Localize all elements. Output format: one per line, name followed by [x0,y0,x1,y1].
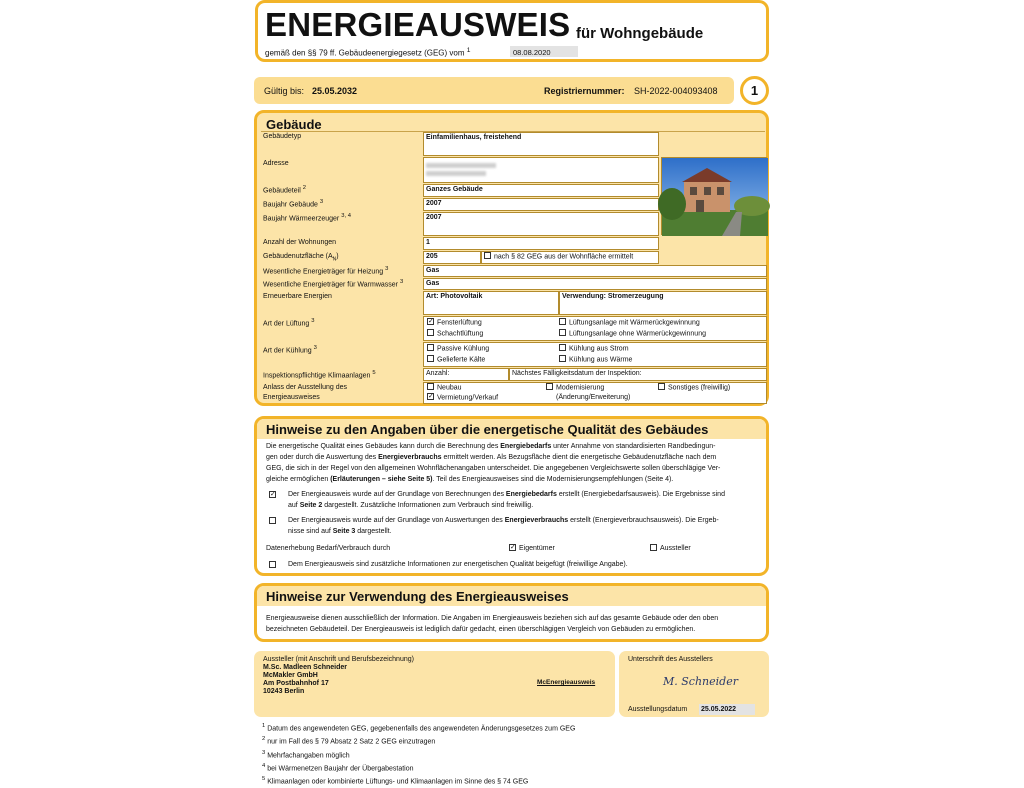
consumption-certificate-checkbox[interactable] [269,517,276,524]
ventilation-with-recovery-checkbox[interactable] [559,318,566,325]
renewable-type: Art: Photovoltaik [423,291,559,315]
units-value: 1 [423,237,659,250]
building-photo [661,157,767,235]
data-survey-label: Datenerhebung Bedarf/Verbrauch durch [266,545,391,552]
heater-year-value: 2007 [423,212,659,236]
cooling-option-passive[interactable]: Passive Kühlung [427,345,489,352]
page-number: 1 [740,76,769,105]
ventilation-option-with-recovery[interactable]: Lüftungsanlage mit Wärmerückgewinnung [559,319,700,326]
usage-section-title: Hinweise zur Verwendung des Energieausweises [266,589,569,604]
document-subtitle: für Wohngebäude [576,25,704,42]
floor-area-checkbox[interactable] [484,252,491,259]
valid-until-date: 25.05.2032 [312,86,358,96]
survey-issuer-option[interactable]: Aussteller [650,543,691,554]
issuer-box [254,651,615,717]
ventilation-option-shaft[interactable]: Schachtlüftung [427,330,483,337]
reason-option-modernisation[interactable]: Modernisierung [546,384,604,391]
building-section [254,110,769,406]
address-value [423,157,659,183]
survey-owner-checkbox[interactable]: ✓ [510,543,516,551]
reason-option-rent-sale[interactable]: ✓ Vermietung/Verkauf [428,393,499,402]
building-part-value: Ganzes Gebäude [423,184,659,197]
footnote-item: $^4$ bei Wärmenetzen Baujahr der Übergabestation [262,762,414,773]
issuer-city: 10243 Berlin [263,688,305,695]
issue-reason-label-2: Energieausweises [263,394,320,401]
building-section-title: Gebäude [266,117,322,132]
document-title: ENERGIEAUSWEIS [265,6,571,43]
certificate-header [255,0,769,62]
registration-number: SH-2022-004093408 [634,86,718,96]
address-label: Adresse [263,160,289,167]
ac-count: Anzahl: [423,368,509,381]
signature-box [619,651,769,717]
extra-info-text: Dem Energieausweis sind zusätzliche Informationen zur energetischen Qualität beigefügt (freiwillige Angabe). [288,561,628,568]
units-label: Anzahl der Wohnungen [263,239,337,246]
heating-energy-label: Wesentliche Energieträger für Heizung $^3$ [263,266,389,276]
issuer-stamp-logo: McEnergieausweis [537,679,596,686]
cooling-heat-checkbox[interactable] [559,355,566,362]
floor-area-label: Gebäudenutzfläche $(A_N)$ [263,253,339,263]
notes-intro: Die energetische Qualität eines Gebäudes kann durch die Berechnung des Energiebedarfs unter Annahme von standardisierten Randbedingun- gen oder durch die Auswertung des Energieverbrauchs ermittelt werden. Als Bezugsfläche dient die energetische Gebäudenutzfläche nach dem GEG, die sich in der Regel von den allgemeinen Wohnflächenangaben unterscheidet. Die angegebenen Vergleichswerte sollen überschlägige Ver- gleiche ermöglichen (Erläuterungen – siehe Seite 5). Teil des Energieausweises sind die Modernisierungsempfehlungen (Seite 4). [266,443,721,483]
renewable-label: Erneuerbare Energien [263,293,332,300]
usage-text: Energieausweise dienen ausschließlich der Information. Die Angaben im Energieausweis beziehen sich auf das gesamte Gebäude oder den oben bezeichneten Gebäudeteil. Der Energieausweis ist lediglich dafür gedacht, einen überschlägigen Vergleich von Gebäuden zu ermöglichen. [266,615,719,633]
footnote-item: $^3$ Mehrfachangaben möglich [262,749,350,759]
footnote-item: $^2$ nur im Fall des § 79 Absatz 2 Satz 2 GEG einzutragen [262,736,436,746]
hot-water-energy-label: Wesentliche Energieträger für Warmwasser $^3$ [263,279,404,289]
floor-area-value: 205 [423,251,481,264]
ventilation-options [423,316,767,341]
law-date: 08.08.2020 [510,46,578,57]
building-part-label: Gebäudeteil $^2$ [263,185,306,195]
extra-info-checkbox[interactable] [269,561,276,568]
issuer-company: McMakler GmbH [263,672,318,679]
demand-certificate-checkbox[interactable]: ✓ [270,491,276,498]
ventilation-label: Art der Lüftung $^3$ [263,318,315,328]
footnote-item: $^5$ Klimaanlagen oder kombinierte Lüftungs- und Klimaanlagen im Sinne des § 74 GEG [262,776,529,786]
consumption-certificate-text: Der Energieausweis wurde auf der Grundlage von Auswertungen des Energieverbrauchs erstellt (Energieverbrauchsausweis). Die Ergeb- nisse sind auf Seite 3 dargestellt. [288,517,719,535]
heating-energy-value: Gas [423,265,767,277]
cooling-option-electric[interactable]: Kühlung aus Strom [559,345,629,352]
survey-issuer-checkbox[interactable] [650,544,657,551]
ventilation-option-without-recovery[interactable]: Lüftungsanlage ohne Wärmerückgewinnung [559,330,706,337]
notes-section-title: Hinweise zu den Angaben über die energetische Qualität des Gebäudes [266,422,709,437]
heater-year-label: Baujahr Wärmeerzeuger $^{3, 4}$ [263,213,351,223]
issue-reason-label-1: Anlass der Ausstellung des [263,384,348,391]
usage-section [254,583,769,642]
reason-option-new[interactable]: Neubau [427,384,462,391]
reason-option-modernisation-detail: (Änderung/Erweiterung) [556,394,631,401]
building-type-label: Gebäudetyp [263,133,302,140]
renewable-use: Verwendung: Stromerzeugung [559,291,767,315]
issue-date-label: Ausstellungsdatum [628,706,688,713]
ventilation-option-window[interactable]: ✓ Fensterlüftung [428,318,482,327]
demand-certificate-text: Der Energieausweis wurde auf der Grundlage von Berechnungen des Energiebedarfs erstellt (Energiebedarfsausweis). Die Ergebnisse sind auf Seite 2 dargestellt. Zusätzliche Informationen zum Verbrauch sind freiwillig. [288,491,725,509]
handwritten-signature: M. Schneider [663,675,738,688]
cooling-options [423,342,767,367]
reason-modernisation-checkbox[interactable] [546,383,553,390]
ventilation-shaft-checkbox[interactable] [427,329,434,336]
ventilation-window-checkbox[interactable]: ✓ [428,318,434,325]
cooling-electric-checkbox[interactable] [559,344,566,351]
ventilation-without-recovery-checkbox[interactable] [559,329,566,336]
issuer-street: Am Postbahnhof 17 [263,680,329,687]
registration-label: Registriernummer: [544,86,625,96]
cooling-passive-checkbox[interactable] [427,344,434,351]
hot-water-energy-value: Gas [423,278,767,290]
construction-year-value: 2007 [423,198,659,211]
footnotes [262,721,575,788]
signature-label: Unterschrift des Ausstellers [628,656,713,663]
reason-other-checkbox[interactable] [658,383,665,390]
issuer-label: Aussteller (mit Anschrift und Berufsbezeichnung) [263,656,414,663]
footnote-item: $^1$ Datum des angewendeten GEG, gegebenenfalls des angewendeten Änderungsgesetzes zum GEG [262,723,576,733]
validity-bar [254,77,734,104]
reason-option-other[interactable]: Sonstiges (freiwillig) [658,384,730,391]
building-type-value: Einfamilienhaus, freistehend [423,132,659,156]
construction-year-label: Baujahr Gebäude $^3$ [263,199,324,209]
cooling-label: Art der Kühlung $^3$ [263,345,317,355]
issue-date-value: 25.05.2022 [699,704,755,715]
issuer-name: M.Sc. Madleen Schneider [263,664,348,671]
floor-area-option[interactable]: nach § 82 GEG aus der Wohnfläche ermittelt [481,251,659,264]
valid-until-label: Gültig bis: [264,86,305,96]
ac-next-inspection: Nächstes Fälligkeitsdatum der Inspektion: [509,368,767,381]
reason-rent-sale-checkbox[interactable]: ✓ [428,393,434,400]
notes-section [254,416,769,576]
issue-reason-options [423,382,767,404]
cooling-option-delivered[interactable]: Gelieferte Kälte [427,356,485,363]
survey-owner-option[interactable]: ✓ Eigentümer [510,543,555,552]
ac-inspection-label: Inspektionspflichtige Klimaanlagen $^5$ [263,370,376,380]
cooling-option-heat[interactable]: Kühlung aus Wärme [559,356,632,363]
law-reference: gemäß den §§ 79 ff. Gebäudeenergiegesetz (GEG) vom $^1$ [265,47,471,58]
cooling-delivered-checkbox[interactable] [427,355,434,362]
reason-new-checkbox[interactable] [427,383,434,390]
